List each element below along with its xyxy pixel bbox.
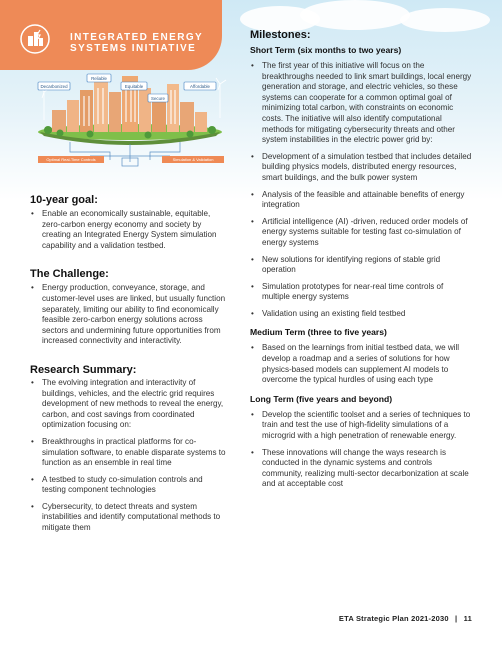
short-term-item: • Development of a simulation testbed that includes detailed building physics models, distributed energy resources, smart buildings, and the bulk power system [250, 152, 472, 184]
cloud [300, 0, 410, 30]
challenge-list [30, 283, 226, 347]
research-item: • A testbed to study co-simulation controls and testing component technologies [30, 475, 226, 496]
label-decarbonized: Decarbonized [40, 84, 68, 89]
research-list [30, 378, 226, 534]
label-equitable: Equitable [124, 84, 144, 89]
label-simulation-validation: Simulation & Validation [172, 157, 214, 162]
research-heading: Research Summary: [30, 363, 137, 376]
building [180, 102, 194, 132]
integrated-city-illustration [30, 70, 230, 170]
challenge-heading: The Challenge: [30, 268, 109, 281]
long-term-item: • These innovations will change the ways research is conducted in the dynamic systems and controls community, realizing multi-sector decarbonization at scale and at acceptable cost [250, 448, 472, 490]
label-reliable: Reliable [91, 76, 107, 81]
building [195, 112, 207, 132]
short-term-item: • The first year of this initiative will focus on the breakthroughs needed to link smart buildings, local energy generation and storage, and electric vehicles, so these systems can cooperate for a common optimal goal of minimizing total carbon, with constraints on economic costs. The initiative will also identify computational methods for mitigating cybersecurity threats and other system instabilities in the electric power grid by: [250, 61, 472, 146]
building [94, 82, 108, 132]
page-number: 11 [463, 614, 472, 623]
short-term-list [250, 61, 472, 319]
short-term-item: • New solutions for identifying regions of stable grid operation [250, 255, 472, 276]
building [80, 90, 93, 132]
goal-list [30, 209, 226, 251]
goal-heading: 10-year goal: [30, 194, 98, 206]
short-term-item: • Validation using an existing field testbed [250, 309, 472, 320]
research-item: • The evolving integration and interactivity of buildings, vehicles, and the electric grid requires development of new methods to reveal the energy, carbon, and cost savings from coordinated optimization focusing on: [30, 378, 226, 431]
banner-title [70, 32, 220, 54]
banner-title-line-2: SYSTEMS INITIATIVE [70, 43, 197, 54]
short-term-item: • Simulation prototypes for near-real time controls of multiple energy systems [250, 282, 472, 303]
right-column [250, 29, 472, 490]
long-term-heading: Long Term (five years and beyond) [250, 393, 393, 404]
milestones-heading: Milestones: [250, 29, 311, 41]
building [167, 84, 179, 132]
page-footer [339, 614, 472, 623]
label-secure: Secure [151, 96, 165, 101]
initiative-banner [0, 0, 222, 70]
label-optimal-controls: Optimal Real-Time Controls [46, 157, 96, 162]
short-term-item: • Analysis of the feasible and attainable benefits of energy integration [250, 190, 472, 211]
footer-title: ETA Strategic Plan 2021-2030 [338, 614, 449, 623]
medium-term-heading: Medium Term (three to five years) [250, 327, 387, 338]
short-term-heading: Short Term (six months to two years) [250, 45, 402, 55]
energy-system-icon [20, 24, 50, 54]
research-item: • Cybersecurity, to detect threats and system instabilities and identify computational methods to mitigate them [30, 502, 226, 534]
long-term-item: • Develop the scientific toolset and a series of techniques to train and test the use of high-fidelity simulations of a microgrid with a high penetration of renewable energy. [250, 410, 472, 442]
short-term-item: • Artificial intelligence (AI) -driven, reduced order models of energy systems suitable for testing fast co-simulation of energy systems [250, 217, 472, 249]
building [52, 110, 66, 132]
medium-term-item: • Based on the learnings from initial testbed data, we will develop a roadmap and a series of solutions for how physics-based models can supplement AI models to overcome the typical hurdles of using each type [250, 343, 472, 385]
challenge-item: • Energy production, conveyance, storage, and customer-level uses are linked, but usually function separately, limiting our ability to find economically feasible zero-carbon energy solutions across sectors and undermining future opportunities from increased connectivity and interactivity. [30, 283, 226, 347]
building [67, 100, 79, 132]
goal-item: • Enable an economically sustainable, equitable, zero-carbon energy economy and society by creating an Integrated Energy System simulation capability and a validation testbed. [30, 209, 226, 251]
label-affordable: Affordable [190, 84, 210, 89]
building [109, 92, 121, 132]
research-item: • Breakthroughs in practical platforms for co-simulation software, to enable disparate systems to function as an ensemble in real time [30, 437, 226, 469]
medium-term-list [250, 343, 472, 385]
long-term-list [250, 410, 472, 490]
left-column [30, 194, 226, 534]
footer-separator: | [455, 614, 458, 623]
banner-title-line-1: INTEGRATED ENERGY [70, 32, 204, 43]
